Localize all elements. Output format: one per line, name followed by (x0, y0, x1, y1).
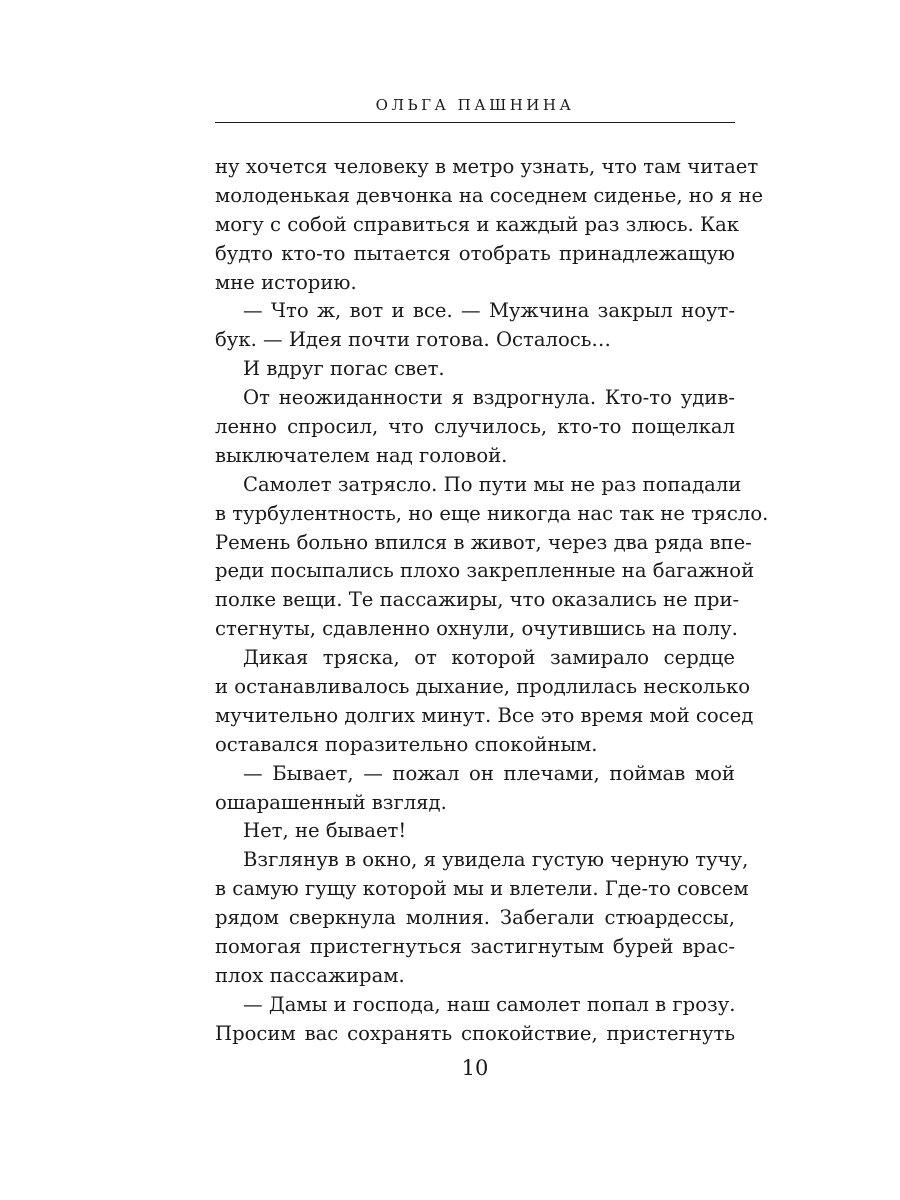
text-line: Самолет затрясло. По пути мы не раз попадали (243, 472, 742, 496)
text-line: помогая пристегнуться застигнутым бурей врас- (215, 935, 735, 959)
text-line: рядом сверкнула молния. Забегали стюардессы, (215, 906, 735, 930)
text-line: ошарашенный взгляд. (215, 790, 447, 814)
text-line: Дикая тряска, от которой замирало сердце (243, 646, 735, 670)
text-line: Взглянув в окно, я увидела густую черную тучу, (243, 848, 749, 872)
header-rule (215, 122, 735, 123)
text-line: От неожиданности я вздрогнула. Кто-то удив- (243, 386, 735, 410)
text-line: Просим вас сохранять спокойствие, пристегнуть (215, 1021, 735, 1045)
text-line: будто кто-то пытается отобрать принадлежащую (215, 241, 735, 265)
text-line: И вдруг погас свет. (243, 357, 445, 381)
body-text (215, 153, 769, 1049)
text-line: — Что ж, вот и все. — Мужчина закрыл ноут- (243, 299, 735, 323)
text-line: полке вещи. Те пассажиры, что оказались не при- (215, 588, 740, 612)
text-line: Нет, не бывает! (243, 819, 407, 843)
text-line: мучительно долгих минут. Все это время мой сосед (215, 703, 754, 727)
text-line: реди посыпались плохо закрепленные на багажной (215, 559, 755, 583)
text-line: мне историю. (215, 270, 357, 294)
text-line: — Дамы и господа, наш самолет попал в грозу. (243, 992, 736, 1016)
text-line: стегнуты, сдавленно охнули, очутившись на полу. (215, 617, 738, 641)
text-line: ну хочется человеку в метро узнать, что там читает (215, 155, 759, 178)
text-line: выключателем над головой. (215, 443, 508, 467)
text-line: — Бывает, — пожал он плечами, поймав мой (243, 761, 735, 785)
text-line: бук. — Идея почти готова. Осталось… (215, 328, 612, 352)
running-header-author: ОЛЬГА ПАШНИНА (375, 96, 575, 114)
text-line: в самую гущу которой мы и влетели. Где-то совсем (215, 877, 749, 901)
text-line: ленно спросил, что случилось, кто-то пощелкал (215, 415, 735, 439)
text-line: в турбулентность, но еще никогда нас так не трясло. (215, 501, 769, 525)
text-line: могу с собой справиться и каждый раз злюсь. Как (215, 212, 740, 236)
text-line: оставался поразительно спокойным. (215, 732, 598, 756)
text-line: молоденькая девчонка на соседнем сиденье, но я не (215, 183, 764, 207)
text-line: плох пассажирам. (215, 963, 405, 987)
page-number: 10 (461, 1056, 489, 1080)
text-line: Ремень больно впился в живот, через два ряда впе- (215, 530, 752, 554)
text-line: и останавливалось дыхание, продлилась несколько (215, 675, 751, 699)
